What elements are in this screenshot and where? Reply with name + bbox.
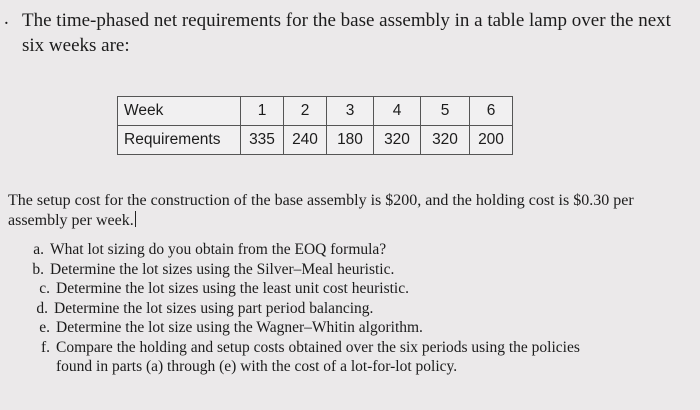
problem-bullet: . <box>4 8 9 29</box>
list-item <box>20 338 670 377</box>
text-cursor <box>135 211 136 227</box>
requirements-table <box>117 96 513 155</box>
requirement-cell: 180 <box>327 126 374 155</box>
question-text: Determine the lot sizes using the least unit cost heuristic. <box>56 280 409 297</box>
question-text <box>56 338 670 377</box>
question-label: a. <box>33 241 44 258</box>
question-text-line: Compare the holding and setup costs obtained over the six periods using the policies <box>56 338 580 356</box>
week-cell: 2 <box>284 97 327 126</box>
week-cell: 6 <box>470 97 513 126</box>
week-cell: 4 <box>374 97 421 126</box>
setup-cost-text: The setup cost for the construction of the base assembly is $200, and the holding cost is $0.30 per assembly per week. <box>8 192 634 229</box>
list-item <box>20 240 670 260</box>
setup-cost-paragraph[interactable] <box>8 191 688 231</box>
question-list <box>20 240 670 377</box>
question-text-line: found in parts (a) through (e) with the cost of a lot-for-lot policy. <box>56 358 458 375</box>
requirement-cell: 240 <box>284 126 327 155</box>
requirements-table-wrap <box>117 96 513 155</box>
requirements-row <box>118 126 513 155</box>
question-text: Determine the lot sizes using part period balancing. <box>54 299 374 317</box>
week-cell: 3 <box>327 97 374 126</box>
week-cell: 5 <box>421 97 470 126</box>
week-row <box>118 97 513 126</box>
requirement-cell: 200 <box>470 126 513 155</box>
question-text: Determine the lot sizes using the Silver–Meal heuristic. <box>50 260 395 278</box>
list-item <box>20 260 670 280</box>
question-label: f. <box>40 338 50 356</box>
requirement-cell: 335 <box>241 126 284 155</box>
question-text: What lot sizing do you obtain from the EOQ formula? <box>50 241 387 258</box>
week-row-header: Week <box>118 97 241 126</box>
problem-intro: The time-phased net requirements for the base assembly in a table lamp over the next six weeks are: <box>22 10 671 56</box>
list-item <box>20 299 670 319</box>
list-item <box>20 279 670 299</box>
question-text: Determine the lot size using the Wagner–Whitin algorithm. <box>56 319 423 336</box>
question-label: d. <box>36 299 48 317</box>
question-label: e. <box>39 319 50 336</box>
list-item <box>20 318 670 338</box>
question-label: b. <box>32 260 44 278</box>
requirement-cell: 320 <box>421 126 470 155</box>
week-cell: 1 <box>241 97 284 126</box>
question-label: c. <box>39 280 50 297</box>
requirement-cell: 320 <box>374 126 421 155</box>
requirements-row-header: Requirements <box>118 126 241 155</box>
